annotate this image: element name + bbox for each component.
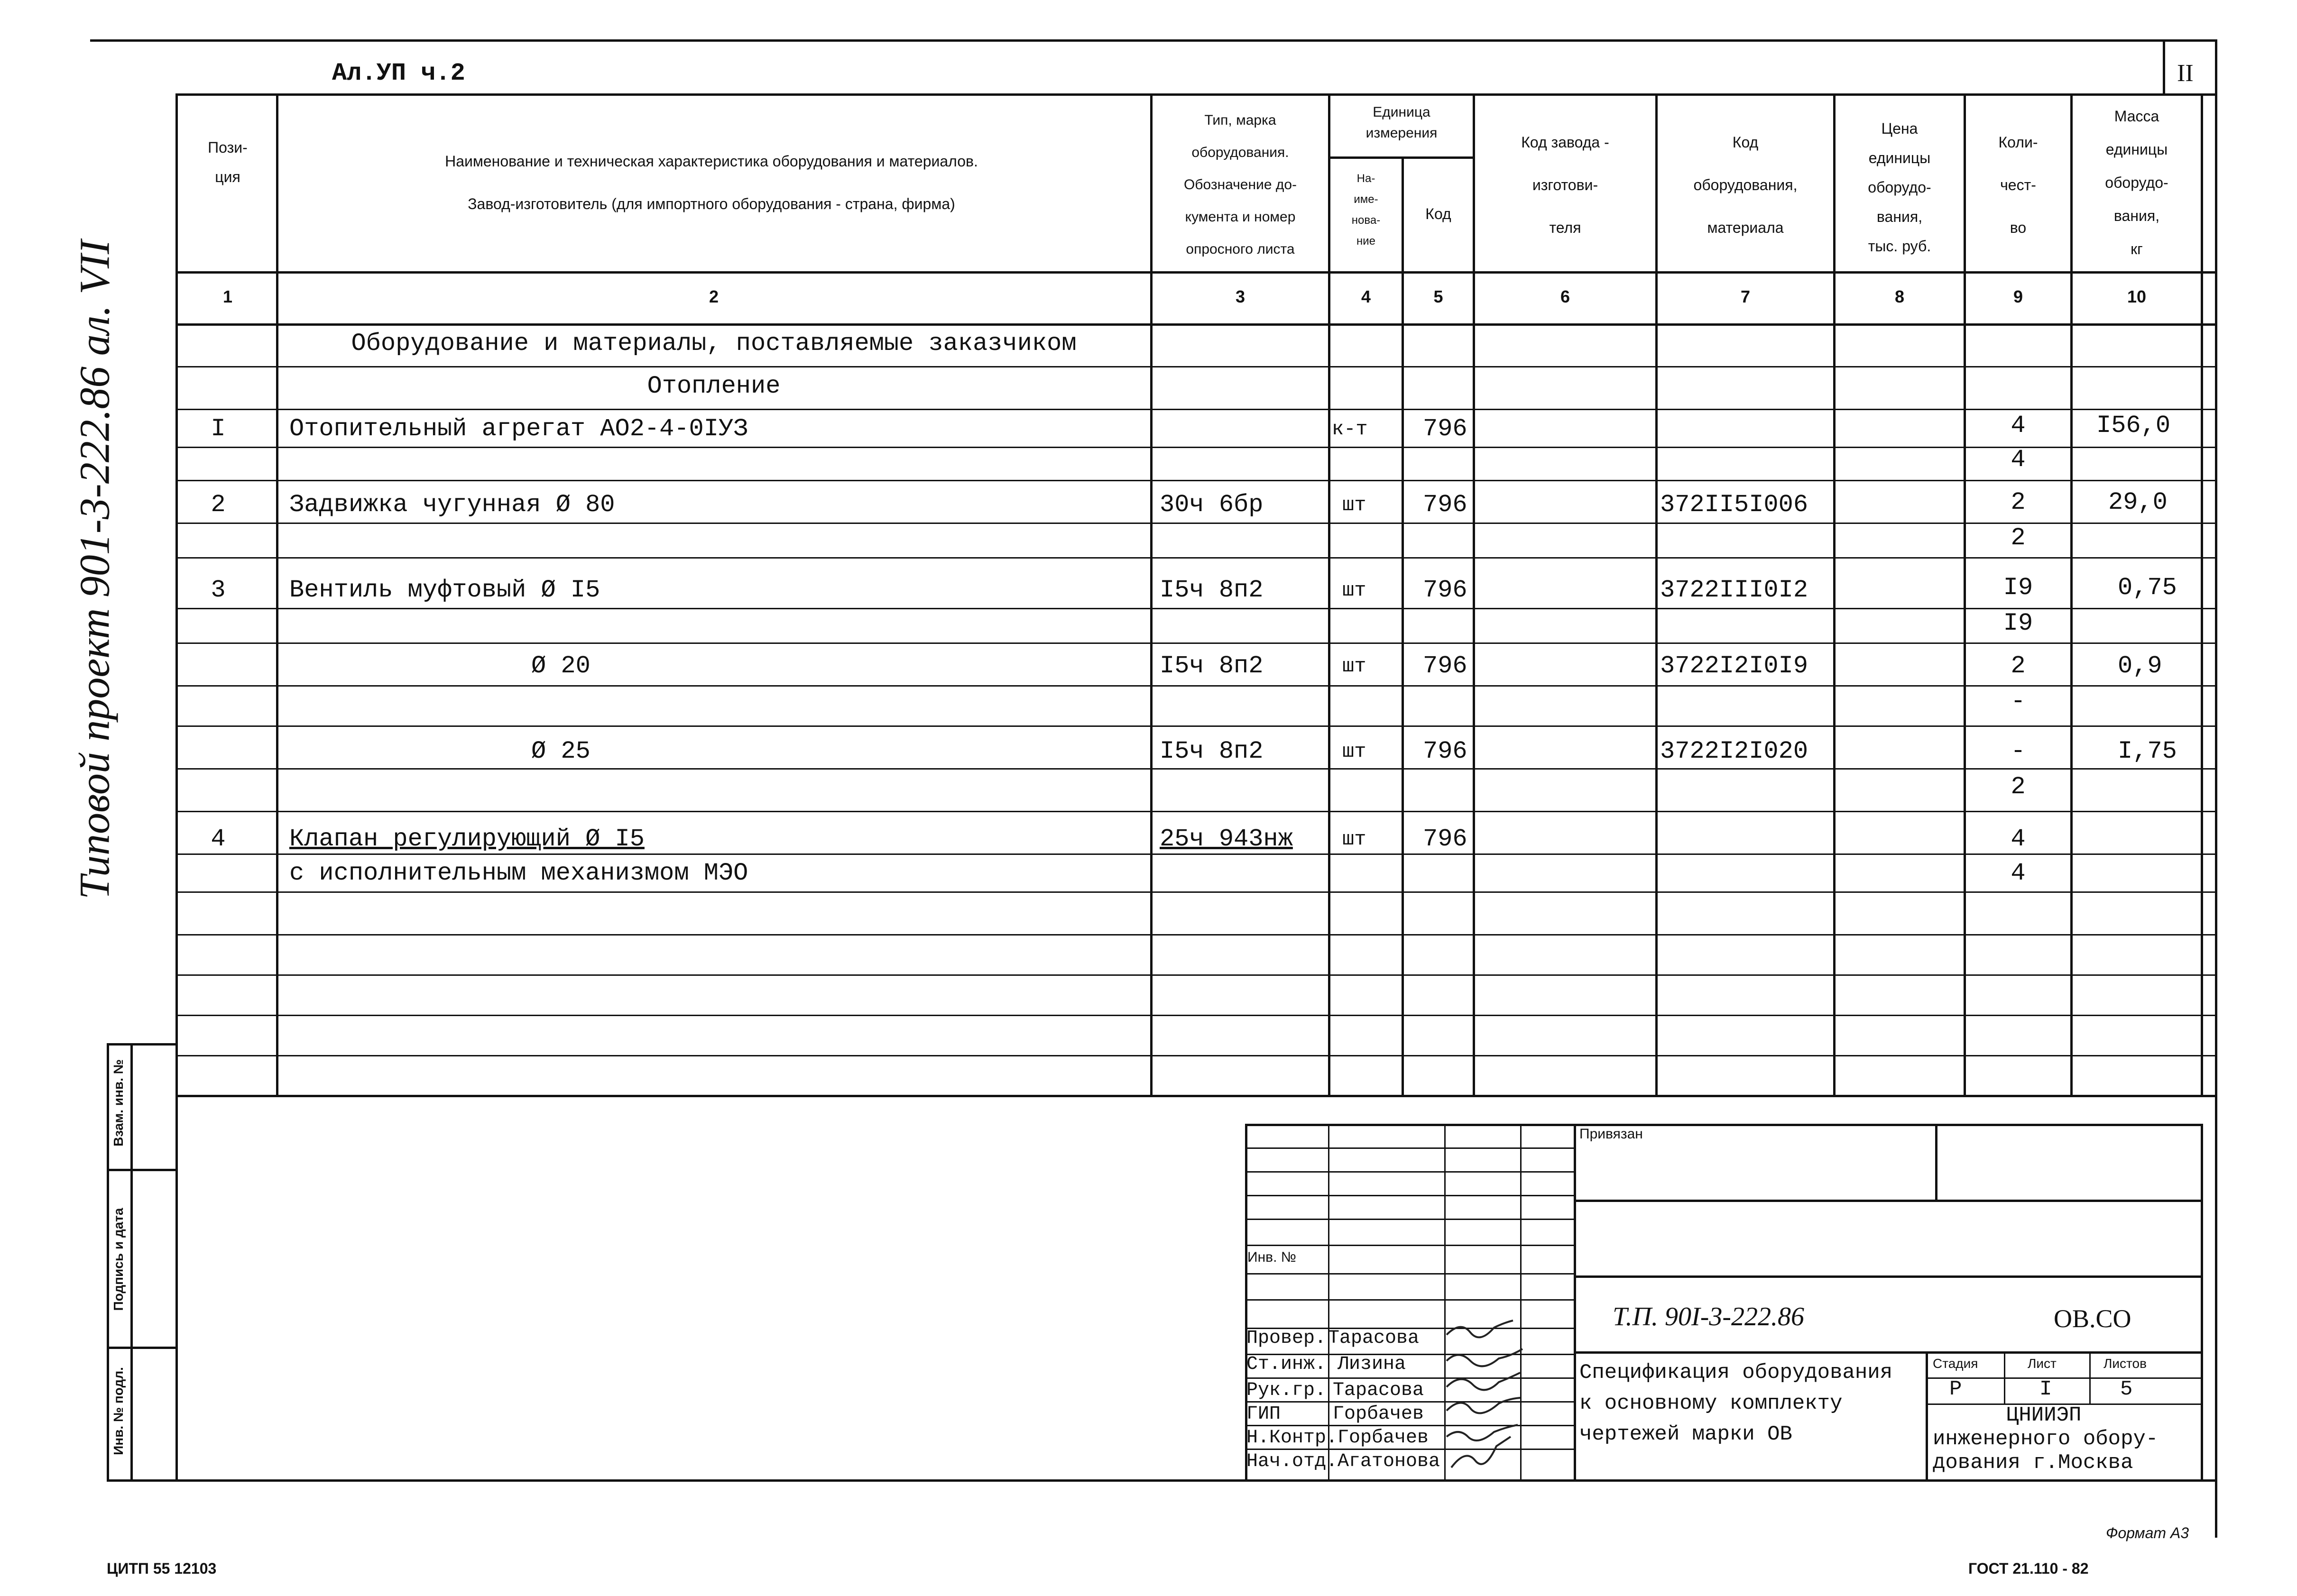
col-sep-1 (276, 93, 278, 1095)
signer-role-4: ГИП (1246, 1403, 1281, 1425)
hdr-col1: Пози- ция (208, 139, 248, 185)
hdr-col5: Код (1425, 205, 1451, 222)
section-title: Оборудование и материалы, поставляемые заказчиком (351, 330, 1077, 358)
stamp-line-1 (1574, 1200, 2201, 1202)
header-bottom (175, 271, 2217, 274)
row-line (175, 1015, 2217, 1016)
row3-code: 796 (1423, 576, 1467, 604)
row-line (175, 853, 2217, 855)
row2-pos: 2 (211, 491, 226, 519)
row-line (175, 891, 2217, 893)
stamp-mark: ОВ.СО (2054, 1304, 2131, 1333)
stamp-sheets-label: Листов (2103, 1356, 2147, 1371)
row5-qty2: 2 (2011, 773, 2026, 801)
hdr-col2: Наименование и техническая характеристика оборудования и материалов. Завод-изготовитель (для импортного оборудования - страна, фирма) (445, 153, 978, 212)
colnum-8: 8 (1894, 287, 1905, 306)
stamp-sheet-label: Лист (2028, 1356, 2057, 1371)
stamp-grid-h (1245, 1219, 1574, 1220)
stamp-sheet: I (2039, 1377, 2052, 1401)
stamp-grid-h (1245, 1299, 1574, 1301)
row6-name: Клапан регулирующий Ø I5 (289, 825, 645, 853)
row-line (175, 409, 2217, 410)
signer-role-5: Н.Контр. (1246, 1427, 1338, 1449)
row-line (175, 447, 2217, 448)
stamp-line-3 (1574, 1351, 2201, 1354)
row3-qty: I9 (2003, 574, 2033, 602)
table-bottom (175, 1095, 2217, 1097)
colnum-6: 6 (1560, 287, 1570, 306)
row3-unit: шт (1342, 579, 1366, 602)
row5-code: 796 (1423, 737, 1467, 765)
row6-name2: с исполнительным механизмом МЭО (289, 859, 748, 887)
row5-qty: - (2011, 737, 2026, 765)
table-top (175, 93, 2217, 96)
stamp-grid-h (1245, 1171, 1574, 1173)
row6-qty: 4 (2011, 825, 2026, 853)
colnum-10: 10 (2127, 287, 2147, 306)
stamp-stage: Р (1949, 1377, 1962, 1401)
row5-unit: шт (1342, 740, 1366, 763)
row1-pos: I (211, 415, 226, 443)
stamp-org-3: дования г.Москва (1933, 1451, 2133, 1475)
stamp-grid-h (1245, 1245, 1574, 1246)
row-line (175, 557, 2217, 559)
signer-role-1: Провер. (1246, 1328, 1327, 1349)
row3-mass: 0,75 (2118, 574, 2177, 602)
row-line (175, 480, 2217, 481)
hdr-col8: Цена единицы оборудо- вания, тыс. руб. (1868, 120, 1931, 255)
row1-name: Отопительный агрегат АО2-4-0IУЗ (289, 415, 748, 443)
row1-qty2: 4 (2011, 446, 2026, 474)
row-line (175, 768, 2217, 770)
colnum-5: 5 (1433, 287, 1443, 306)
stamp-title-2: к основному комплекту (1579, 1392, 1843, 1415)
row-line (175, 974, 2217, 976)
stamp-title-3: чертежей марки ОВ (1579, 1422, 1792, 1446)
row4-name: Ø 20 (531, 652, 590, 680)
row4-code: 796 (1423, 652, 1467, 680)
signer-name-4: Горбачев (1333, 1403, 1424, 1425)
colnum-1: 1 (222, 287, 233, 306)
stamp-stage-line (1926, 1377, 2201, 1379)
row2-eqcode: 372II5I006 (1660, 491, 1808, 519)
left-strip-podpis: Подпись и дата (111, 1208, 126, 1311)
hdr-col9: Коли- чест- во (1998, 134, 2038, 236)
row4-mass: 0,9 (2118, 652, 2162, 680)
row2-mass: 29,0 (2108, 488, 2168, 516)
side-stamp: Типовой проект 901-3-222.86 ал. VII (71, 240, 119, 899)
row3-eqcode: 3722III0I2 (1660, 576, 1808, 604)
colnum-3: 3 (1235, 287, 1245, 306)
row3-type: I5ч 8п2 (1160, 576, 1264, 604)
row-line (175, 523, 2217, 524)
hdr-col7: Код оборудования, материала (1693, 134, 1798, 236)
left-strip-vzam: Взам. инв. № (111, 1059, 126, 1147)
stamp-org-1: ЦНИИЭП (2006, 1403, 2082, 1427)
row2-name: Задвижка чугунная Ø 80 (289, 491, 615, 519)
row4-qty: 2 (2011, 652, 2026, 680)
row2-code: 796 (1423, 491, 1467, 519)
colnum-7: 7 (1740, 287, 1751, 306)
row4-eqcode: 3722I2I0I9 (1660, 652, 1808, 680)
stamp-inv-no: Инв. № (1247, 1249, 1296, 1265)
sheet-no-box-left (2163, 39, 2165, 94)
row-line (175, 934, 2217, 936)
row2-qty: 2 (2011, 488, 2026, 516)
left-strip-inner (130, 1043, 133, 1480)
stamp-stage-div1 (2004, 1351, 2005, 1403)
stamp-priv-div (1935, 1124, 1937, 1200)
row5-name: Ø 25 (531, 737, 590, 765)
row3-name: Вентиль муфтовый Ø I5 (289, 576, 600, 604)
row1-qty: 4 (2011, 412, 2026, 440)
signer-name-3: Тарасова (1333, 1380, 1424, 1401)
stamp-grid-h (1245, 1147, 1574, 1149)
left-strip-inv: Инв. № подл. (111, 1367, 126, 1455)
left-strip-outer (107, 1043, 109, 1480)
row-line (175, 642, 2217, 644)
hdr-col10: Масса единицы оборудо- вания, кг (2105, 108, 2168, 257)
row6-pos: 4 (211, 825, 226, 853)
signer-role-2: Ст.инж. (1246, 1354, 1327, 1375)
row6-qty2: 4 (2011, 859, 2026, 887)
row4-type: I5ч 8п2 (1160, 652, 1264, 680)
top-rule (90, 39, 2215, 42)
format-label: Формат А3 (2106, 1524, 2189, 1541)
stamp-right (2201, 1124, 2203, 1479)
sheet-number: II (2177, 60, 2194, 87)
row-line (175, 685, 2217, 687)
signer-name-6: Агатонова (1338, 1451, 1440, 1472)
row2-type: 30ч 6бр (1160, 491, 1264, 519)
row5-type: I5ч 8п2 (1160, 737, 1264, 765)
stamp-stage-div2 (2089, 1351, 2091, 1403)
row1-unit: к-т (1332, 418, 1368, 440)
row6-code: 796 (1423, 825, 1467, 853)
row4-qty2: - (2011, 688, 2026, 715)
colnum-4: 4 (1361, 287, 1371, 306)
hdr-col3: Тип, марка оборудования. Обозначение до- кумента и номер опросного листа (1183, 112, 1297, 257)
signer-role-3: Рук.гр. (1246, 1380, 1327, 1401)
row-line (175, 1055, 2217, 1056)
row-line (175, 811, 2217, 812)
row5-eqcode: 3722I2I020 (1660, 737, 1808, 765)
stamp-privyazan: Привязан (1579, 1126, 1643, 1142)
row6-unit: шт (1342, 828, 1366, 851)
stamp-grid-h (1245, 1195, 1574, 1196)
row4-unit: шт (1342, 655, 1366, 678)
signer-name-5: Горбачев (1338, 1427, 1429, 1449)
unit-subheader-line (1328, 156, 1473, 159)
frame-left (175, 93, 178, 1480)
row1-code: 796 (1423, 415, 1467, 443)
subsection-title: Отопление (647, 372, 781, 400)
hdr-col4: На- име- нова- ние (1351, 172, 1381, 248)
frame-bottom (107, 1479, 2217, 1482)
stamp-grid-h (1245, 1273, 1574, 1275)
stamp-top (1245, 1124, 2201, 1126)
footer-right: ГОСТ 21.110 - 82 (1968, 1560, 2089, 1577)
footer-left: ЦИТП 55 12103 (107, 1560, 217, 1577)
row5-mass: I,75 (2118, 737, 2177, 765)
stamp-stage-label: Стадия (1933, 1356, 1978, 1371)
row3-qty2: I9 (2003, 609, 2033, 637)
stamp-sheets: 5 (2120, 1377, 2133, 1401)
hdr-unit: Единица измерения (1365, 104, 1438, 141)
stamp-doc-code: Т.П. 90I-3-222.86 (1613, 1302, 1805, 1331)
stamp-title-div (1926, 1351, 1928, 1479)
signer-role-6: Нач.отд. (1246, 1451, 1338, 1472)
colnum-9: 9 (2013, 287, 2023, 306)
hdr-col6: Код завода - изготови- теля (1521, 134, 1609, 236)
row6-type: 25ч 943нж (1160, 825, 1293, 853)
row-line (175, 608, 2217, 609)
row3-pos: 3 (211, 576, 226, 604)
colnum-bottom (175, 323, 2217, 326)
colnum-2: 2 (709, 287, 719, 306)
row2-qty2: 2 (2011, 524, 2026, 552)
stamp-line-2 (1574, 1275, 2201, 1278)
col-sep-10 (2201, 93, 2203, 1095)
stamp-org-2: инженерного обору- (1933, 1427, 2159, 1451)
top-label: Ал.УП ч.2 (332, 59, 465, 87)
row-line (175, 366, 2217, 367)
row1-mass: I56,0 (2096, 412, 2171, 440)
signer-name-2: Лизина (1338, 1354, 1406, 1375)
stamp-title-1: Спецификация оборудования (1579, 1361, 1893, 1385)
signature-scribbles (1442, 1316, 1537, 1477)
row-line (175, 725, 2217, 727)
frame-right (2215, 39, 2217, 1538)
stamp-divider (1574, 1124, 1576, 1479)
signer-name-1: Тарасова (1328, 1328, 1420, 1349)
row2-unit: шт (1342, 494, 1366, 516)
